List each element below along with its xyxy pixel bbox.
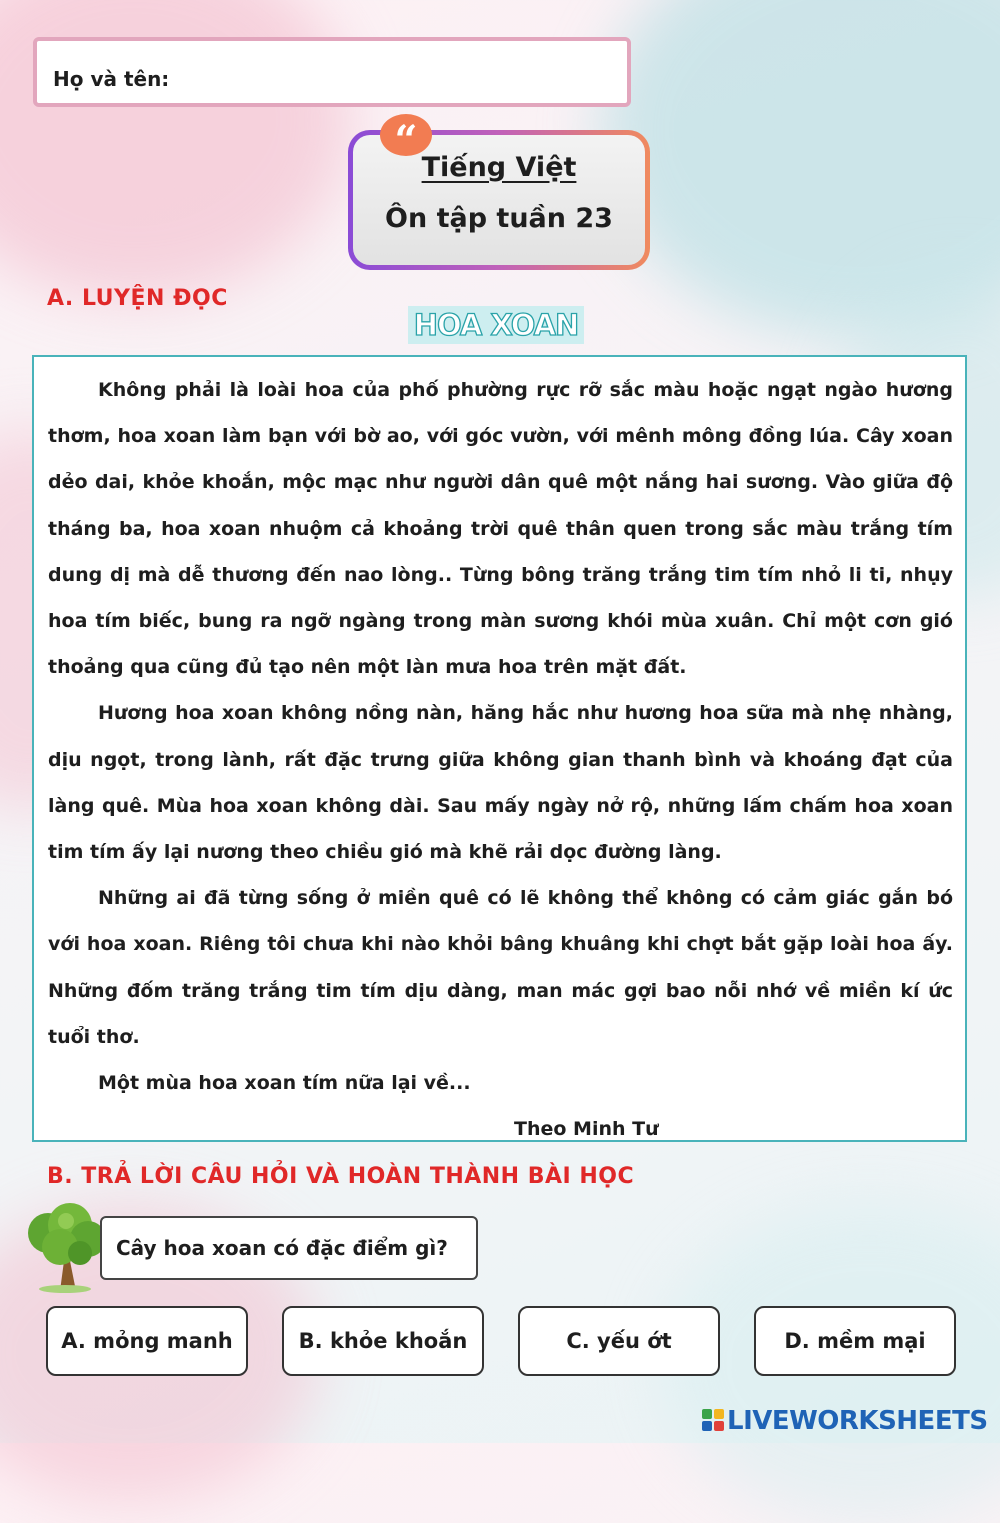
name-label: Họ và tên:: [53, 67, 170, 91]
author-credit: Theo Minh Tư: [514, 1118, 659, 1141]
reading-passage: [32, 355, 967, 1142]
logo-grid-icon: [702, 1409, 724, 1431]
answer-option-c[interactable]: C. yếu ớt: [518, 1306, 720, 1376]
answer-option-d[interactable]: D. mềm mại: [754, 1306, 956, 1376]
paragraph: Những ai đã từng sống ở miền quê có lẽ không thể không có cảm giác gắn bó với hoa xoan. Riêng tôi chưa khi nào khỏi bâng khuâng khi chợt bắt gặp loài hoa ấy. Những đốm trăng trắng tim tím dịu dàng, man mác gợi bao nỗi nhớ về miền kí ức tuổi thơ.: [48, 887, 953, 1048]
section-b-heading: B. TRẢ LỜI CÂU HỎI VÀ HOÀN THÀNH BÀI HỌC: [47, 1164, 635, 1189]
reading-title: HOA XOAN: [408, 306, 584, 344]
quote-icon: “: [380, 114, 432, 156]
tree-icon: [20, 1203, 110, 1293]
paragraph: Không phải là loài hoa của phố phường rực rỡ sắc màu hoặc ngạt ngào hương thơm, hoa xoan làm bạn với bờ ao, với góc vườn, với mênh mông đồng lúa. Cây xoan dẻo dai, khỏe khoắn, mộc mạc như người dân quê một nắng hai sương. Vào giữa độ tháng ba, hoa xoan nhuộm cả khoảng trời quê thân quen trong sắc màu trắng tím dung dị mà dễ thương đến nao lòng.. Từng bông trăng trắng tim tím nhỏ li ti, nhụy hoa tím biếc, bung ra ngỡ ngàng trong màn sương khói mùa xuân. Chỉ một cơn gió thoảng qua cũng đủ tạo nên một làn mưa hoa trên mặt đất.: [48, 379, 953, 679]
paragraph: Một mùa hoa xoan tím nữa lại về...: [98, 1072, 471, 1095]
section-a-heading: A. LUYỆN ĐỌC: [47, 286, 228, 311]
subject-title: Tiếng Việt: [421, 152, 577, 183]
week-title: Ôn tập tuần 23: [385, 203, 613, 234]
logo-text: LIVEWORKSHEETS: [727, 1406, 988, 1436]
question-box: Cây hoa xoan có đặc điểm gì?: [100, 1216, 478, 1280]
name-field-box[interactable]: [33, 37, 631, 107]
liveworksheets-logo: [702, 1406, 992, 1440]
answer-option-a[interactable]: A. mỏng manh: [46, 1306, 248, 1376]
paragraph: Hương hoa xoan không nồng nàn, hăng hắc như hương hoa sữa mà nhẹ nhàng, dịu ngọt, trong lành, rất đặc trưng giữa không gian thanh bình và khoáng đạt của làng quê. Mùa hoa xoan không dài. Sau mấy ngày nở rộ, những lấm chấm hoa xoan tim tím ấy lại nương theo chiều gió mà khẽ rải dọc đường làng.: [48, 702, 953, 864]
answer-option-b[interactable]: B. khỏe khoắn: [282, 1306, 484, 1376]
